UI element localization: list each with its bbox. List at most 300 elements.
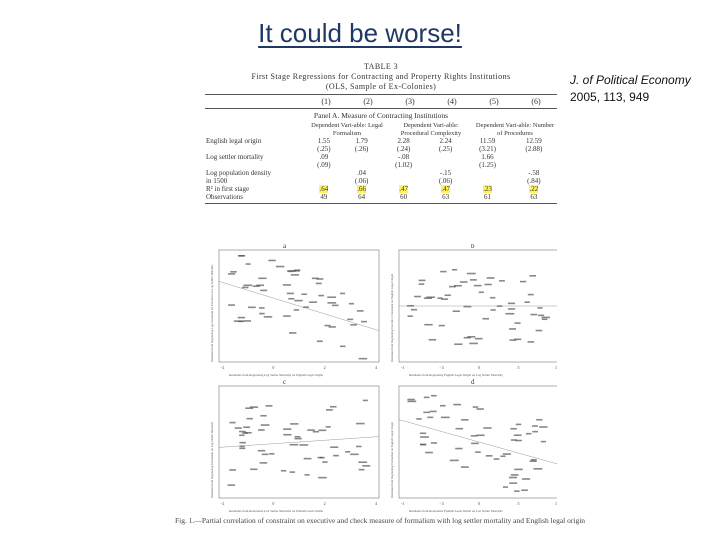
- table-subtitle: (OLS, Sample of Ex-Colonies): [325, 82, 437, 91]
- table-cell: [511, 185, 557, 193]
- data-point: [424, 397, 430, 399]
- row-label: [205, 145, 305, 153]
- table-cell: [464, 185, 510, 193]
- data-point: [281, 470, 286, 472]
- tick-label: 1: [555, 501, 557, 506]
- data-point: [261, 424, 270, 426]
- data-point: [530, 314, 537, 316]
- data-point: [276, 266, 285, 268]
- data-point: [318, 295, 324, 297]
- table-row: [205, 137, 557, 145]
- table-cell: (1.25): [479, 161, 497, 169]
- data-point: [532, 425, 538, 427]
- data-point: [330, 446, 338, 448]
- y-axis-label: Residuals from Regressing Formalism on English Legal Origin: [390, 422, 394, 498]
- data-point: [283, 284, 291, 286]
- data-point: [316, 283, 322, 285]
- data-point: [228, 273, 235, 275]
- data-point: [505, 313, 514, 315]
- data-point: [289, 332, 296, 334]
- data-point: [239, 448, 245, 450]
- table-cell: 63: [530, 193, 538, 201]
- scatter-figure: [205, 244, 557, 512]
- table-number: TABLE 3: [364, 62, 398, 71]
- column-header: (3): [405, 97, 415, 106]
- table-row: [205, 153, 557, 161]
- tick-label: -1: [401, 501, 405, 506]
- table-cell: [343, 161, 381, 169]
- table-cell: [380, 169, 426, 177]
- table-cell: 1.66: [481, 153, 494, 161]
- data-point: [429, 339, 436, 341]
- tick-label: 2: [323, 501, 326, 506]
- table-cell: (.24): [396, 145, 411, 153]
- row-label: Log settler mortality: [206, 153, 264, 161]
- data-point: [453, 310, 460, 312]
- data-point: [431, 442, 437, 444]
- data-point: [414, 296, 421, 298]
- table-cell: 2.24: [439, 137, 452, 145]
- data-point: [411, 309, 417, 311]
- table-cell: [380, 185, 426, 193]
- data-point: [542, 317, 550, 319]
- data-point: [530, 460, 537, 462]
- table-cell: (.26): [354, 145, 369, 153]
- table-cell: (.25): [317, 145, 331, 153]
- column-header: (2): [363, 97, 373, 106]
- data-point: [407, 401, 416, 403]
- data-point: [473, 406, 478, 408]
- y-axis-label: Residuals from Regressing Formalism on Log Settler Mortality: [210, 421, 214, 498]
- data-point: [287, 293, 294, 295]
- data-point: [359, 469, 365, 471]
- data-point: [503, 486, 508, 488]
- data-point: [356, 423, 365, 425]
- data-point: [426, 296, 435, 298]
- data-point: [476, 408, 483, 410]
- table-cell: 63: [442, 193, 450, 201]
- data-point: [333, 455, 339, 457]
- data-point: [318, 477, 326, 479]
- data-point: [229, 422, 235, 424]
- highlighted-value: .22: [529, 185, 539, 193]
- data-point: [243, 285, 252, 287]
- data-point: [461, 466, 469, 468]
- table-row: [205, 193, 557, 201]
- data-point: [258, 277, 266, 279]
- data-point: [245, 407, 253, 409]
- data-point: [520, 281, 526, 283]
- data-point: [470, 279, 477, 281]
- data-point: [491, 309, 496, 311]
- data-point: [514, 490, 519, 492]
- data-point: [487, 277, 495, 279]
- data-point: [514, 434, 522, 436]
- data-point: [449, 286, 456, 288]
- data-point: [453, 404, 461, 406]
- data-point: [345, 451, 350, 453]
- data-point: [528, 294, 534, 296]
- data-point: [497, 305, 502, 307]
- data-point: [293, 270, 299, 272]
- table-cell: 61: [484, 193, 492, 201]
- tick-label: -.5: [439, 365, 444, 370]
- table-rule-mid: [205, 108, 557, 109]
- citation-volume: 2005, 113, 949: [570, 90, 650, 104]
- table-cell: [343, 185, 381, 193]
- row-label: Log population density: [206, 169, 271, 177]
- data-point: [528, 341, 535, 343]
- column-headers: [205, 97, 557, 106]
- citation-journal: J. of Political Economy: [570, 73, 691, 87]
- row-label: English legal origin: [206, 137, 262, 145]
- table-cell: [305, 177, 343, 185]
- data-point: [228, 484, 235, 486]
- tick-label: .5: [516, 501, 520, 506]
- data-point: [260, 462, 268, 464]
- x-axis-label: Residuals from Regressing Log Settler Mortality on English Legal Origin: [229, 509, 323, 512]
- x-axis-label: Residuals from Regressing Log Settler Mortality on English Legal Origin: [229, 373, 323, 377]
- column-header: (6): [531, 97, 541, 106]
- table-cell: 49: [320, 193, 328, 201]
- data-point: [295, 438, 302, 440]
- table-cell: (.06): [354, 177, 369, 185]
- data-point: [460, 281, 468, 283]
- table-row: [205, 169, 557, 177]
- data-point: [259, 307, 265, 309]
- data-point: [247, 418, 253, 420]
- data-point: [340, 346, 346, 348]
- data-point: [299, 444, 308, 446]
- data-point: [420, 436, 429, 438]
- data-point: [532, 431, 538, 433]
- data-point: [439, 325, 445, 327]
- highlighted-value: .23: [483, 185, 492, 193]
- data-point: [239, 442, 246, 444]
- data-point: [262, 454, 269, 456]
- table-cell: [427, 153, 465, 161]
- tick-label: -2: [221, 501, 225, 506]
- data-point: [416, 418, 421, 420]
- data-point: [291, 274, 299, 276]
- table-cell: (.25): [438, 145, 453, 153]
- table-cell: 1.55: [317, 137, 330, 145]
- data-point: [408, 315, 413, 317]
- data-point: [313, 431, 319, 433]
- row-label: [205, 161, 305, 169]
- slide-title: It could be worse!: [258, 18, 462, 48]
- data-point: [425, 452, 433, 454]
- table-cell: 11.59: [479, 137, 496, 145]
- data-point: [240, 446, 245, 448]
- data-point: [260, 290, 267, 292]
- data-point: [521, 489, 528, 491]
- data-point: [332, 305, 338, 307]
- scanned-paper-excerpt: [174, 62, 586, 532]
- data-point: [318, 430, 326, 432]
- table-row: [205, 145, 557, 153]
- table-cell: (.09): [317, 161, 331, 169]
- data-point: [238, 317, 245, 319]
- data-point: [229, 469, 236, 471]
- data-point: [259, 313, 265, 315]
- data-point: [427, 417, 433, 419]
- data-point: [431, 395, 437, 397]
- table-cell: .09: [319, 153, 329, 161]
- data-point: [467, 273, 476, 275]
- data-point: [490, 297, 495, 299]
- data-point: [424, 324, 432, 326]
- data-point: [471, 443, 479, 445]
- tick-label: -.5: [439, 501, 444, 506]
- fit-line: [219, 281, 379, 330]
- data-point: [322, 461, 327, 463]
- data-point: [486, 455, 493, 457]
- data-point: [508, 303, 515, 305]
- data-point: [440, 405, 446, 407]
- data-point: [242, 287, 249, 289]
- data-point: [359, 358, 367, 360]
- row-label: R² in first stage: [206, 185, 250, 193]
- data-point: [511, 474, 519, 476]
- data-point: [509, 477, 517, 479]
- data-point: [500, 455, 505, 457]
- data-point: [476, 434, 484, 436]
- data-point: [537, 307, 542, 309]
- table-cell: [305, 185, 343, 193]
- table-rule-top: [205, 94, 557, 95]
- data-point: [318, 457, 323, 459]
- data-point: [243, 426, 250, 428]
- tick-label: 4: [375, 365, 377, 370]
- dep-var-3: Dependent Vari-able: Number of Procedures: [475, 122, 555, 137]
- table-cell: .04: [357, 169, 366, 177]
- table-cell: (2.88): [525, 145, 543, 153]
- data-point: [450, 460, 459, 462]
- data-point: [529, 275, 536, 277]
- data-point: [361, 321, 367, 323]
- data-point: [510, 428, 516, 430]
- tick-label: 2: [323, 365, 326, 370]
- tick-label: 0: [478, 501, 480, 506]
- tick-label: 0: [272, 501, 275, 506]
- data-point: [362, 465, 370, 467]
- data-point: [326, 409, 333, 411]
- regression-table: [205, 137, 557, 201]
- table-cell: [427, 161, 465, 169]
- data-point: [464, 337, 471, 339]
- figure-caption: Fig. 1.—Partial correlation of constraint on executive and check measure of formalism with log settler mortality and English legal origin: [174, 516, 586, 525]
- data-point: [295, 436, 301, 438]
- table-cell: [305, 169, 343, 177]
- table-row: [205, 185, 557, 193]
- chart-frame: [399, 386, 557, 498]
- row-label: Observations: [206, 193, 243, 201]
- data-point: [494, 458, 500, 460]
- panel-label: b: [471, 244, 475, 250]
- highlighted-value: .47: [441, 185, 450, 193]
- panel-heading: Panel A. Measure of Contracting Institutions: [313, 111, 449, 120]
- data-point: [539, 426, 547, 428]
- data-point: [264, 316, 272, 318]
- data-point: [469, 343, 478, 345]
- data-point: [238, 321, 244, 323]
- x-axis-label: Residuals from Regressing English Legal Origin on Log Settler Mortality: [409, 373, 503, 377]
- data-point: [541, 441, 546, 443]
- data-point: [509, 482, 517, 484]
- data-point: [340, 293, 345, 295]
- column-header: (1): [321, 97, 331, 106]
- data-point: [238, 255, 244, 257]
- data-point: [283, 434, 291, 436]
- data-point: [455, 448, 462, 450]
- tick-label: -1: [401, 365, 405, 370]
- data-point: [250, 468, 257, 470]
- table-cell: [511, 153, 557, 161]
- data-point: [445, 294, 451, 296]
- data-point: [483, 427, 491, 429]
- table-cell: (1.02): [395, 161, 413, 169]
- table-row: [205, 177, 557, 185]
- data-point: [245, 432, 252, 434]
- data-point: [307, 429, 315, 431]
- data-point: [452, 269, 457, 271]
- data-point: [325, 325, 331, 327]
- data-point: [510, 339, 517, 341]
- tick-label: -2: [221, 365, 225, 370]
- data-point: [531, 459, 537, 461]
- table-row: [205, 161, 557, 169]
- table-cell: 12.59: [525, 137, 542, 145]
- table-cell: (.84): [527, 177, 541, 185]
- table-cell: -.58: [528, 169, 540, 177]
- data-point: [455, 428, 463, 430]
- y-axis-label: Residuals from Regressing Log Constraint on Executive on Log Settler Mortality: [210, 264, 214, 362]
- table-title: First Stage Regressions for Contracting and Property Rights Institutions: [251, 72, 511, 81]
- data-point: [243, 320, 251, 322]
- table-cell: [427, 185, 465, 193]
- data-point: [407, 305, 414, 307]
- data-point: [258, 450, 265, 452]
- table-cell: [343, 153, 381, 161]
- data-point: [283, 428, 291, 430]
- highlighted-value: .64: [319, 185, 329, 193]
- data-point: [419, 283, 425, 285]
- table-cell: [464, 177, 510, 185]
- data-point: [534, 468, 543, 470]
- table-cell: 64: [358, 193, 366, 201]
- highlighted-value: .47: [399, 185, 408, 193]
- data-point: [536, 419, 542, 421]
- data-point: [327, 296, 336, 298]
- table-cell: 1.79: [355, 137, 368, 145]
- data-point: [330, 406, 337, 408]
- data-point: [266, 405, 273, 407]
- x-axis-label: Residuals from Regressing English Legal Origin on Log Settler Mortality: [409, 509, 503, 512]
- data-point: [511, 439, 517, 441]
- data-point: [239, 434, 244, 436]
- highlighted-value: .66: [357, 185, 366, 193]
- data-point: [309, 301, 317, 303]
- data-point: [363, 400, 368, 402]
- dep-var-1: Dependent Vari-able: Legal Formalism: [311, 122, 383, 137]
- table-cell: (3.21): [479, 145, 497, 153]
- data-point: [230, 271, 236, 273]
- data-point: [430, 411, 437, 413]
- dependent-variables: [205, 122, 557, 137]
- data-point: [437, 297, 442, 299]
- data-point: [420, 432, 426, 434]
- data-point: [357, 310, 364, 312]
- data-point: [440, 271, 446, 273]
- tick-label: 4: [375, 501, 377, 506]
- data-point: [303, 306, 309, 308]
- data-point: [317, 340, 323, 342]
- tick-label: .5: [516, 365, 520, 370]
- data-point: [260, 415, 266, 417]
- data-point: [499, 280, 505, 282]
- data-point: [514, 469, 522, 471]
- data-point: [329, 326, 336, 328]
- data-point: [542, 318, 548, 320]
- table-cell: -.08: [398, 153, 410, 161]
- data-point: [350, 324, 357, 326]
- data-point: [524, 301, 529, 303]
- data-point: [290, 444, 299, 446]
- table-cell: [380, 177, 426, 185]
- data-point: [268, 260, 275, 262]
- table-cell: 2.28: [397, 137, 410, 145]
- data-point: [464, 306, 472, 308]
- data-point: [516, 424, 521, 426]
- data-point: [522, 478, 530, 480]
- row-label: in 1500: [206, 177, 228, 185]
- table-cell: 60: [400, 193, 408, 201]
- data-point: [304, 458, 312, 460]
- data-point: [294, 300, 302, 302]
- tick-label: 0: [272, 365, 275, 370]
- data-point: [301, 293, 307, 295]
- data-point: [283, 315, 291, 317]
- data-point: [508, 308, 515, 310]
- column-header: (4): [447, 97, 457, 106]
- column-header: (5): [489, 97, 499, 106]
- data-point: [256, 284, 264, 286]
- data-point: [350, 454, 358, 456]
- data-point: [326, 426, 331, 428]
- data-point: [349, 303, 354, 305]
- data-point: [248, 307, 256, 309]
- panel-label: d: [471, 378, 475, 386]
- data-point: [258, 429, 265, 431]
- data-point: [327, 302, 336, 304]
- panel-label: c: [283, 378, 287, 386]
- table-cell: -.15: [440, 169, 452, 177]
- data-point: [347, 319, 353, 321]
- data-point: [419, 280, 426, 282]
- data-point: [503, 453, 511, 455]
- data-point: [290, 423, 298, 425]
- data-point: [474, 285, 482, 287]
- data-point: [228, 304, 235, 306]
- data-point: [288, 298, 294, 300]
- table-cell: [511, 161, 557, 169]
- data-point: [482, 318, 489, 320]
- panel-label: a: [283, 244, 287, 250]
- data-point: [358, 461, 367, 463]
- data-point: [536, 330, 543, 332]
- y-axis-label: Residuals from Regressing Executive Constraint on English Legal Origin: [390, 273, 394, 362]
